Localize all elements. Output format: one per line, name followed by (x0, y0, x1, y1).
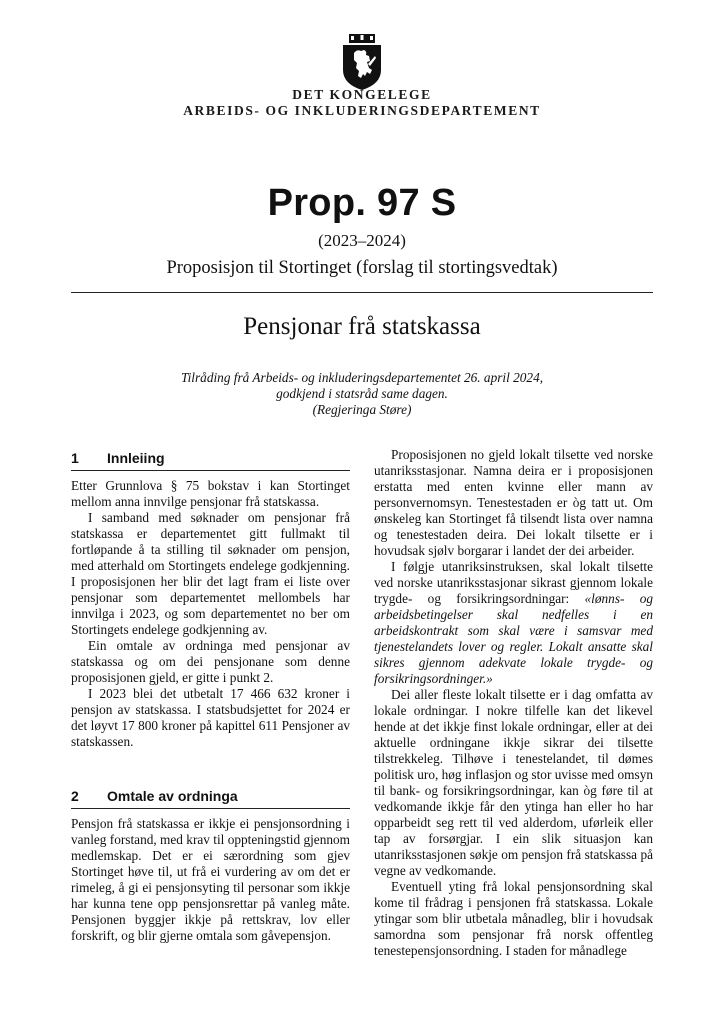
paragraph: Etter Grunnlova § 75 bokstav i kan Stortinget mellom anna innvilge pensjonar frå statskassa. (71, 478, 350, 509)
paragraph-with-quote (374, 559, 653, 687)
proposition-number: Prop. 97 S (267, 182, 457, 224)
paragraph: Pensjon frå statskassa er ikkje ei pensjonsordning i vanleg forstand, med krav til oppteningstid gjennom medlemskap. Det er ei særordning som gjev Stortinget høve til, ut frå ei vurdering av om det er rimeleg, å gi ei pensjonsyting til personar som ikkje har kunna tene opp pensjonsrettar på vanleg måte. Pensjonen byggjer ikkje på rettskrav, lov eller forskrift, og blir gjerne omtala som gåvepensjon. (71, 816, 350, 943)
paragraph-intro: I følgje utanriksinstruksen, skal lokalt tilsette ved norske utanriksstasjonar sikrast gjennom lokale trygde- og forsikringsordningar: (374, 559, 653, 606)
section-heading-2 (71, 788, 350, 809)
section-heading-1 (71, 450, 350, 471)
section-number: 1 (71, 450, 79, 466)
instruction-quote: «lønns- og arbeidsbetingelser skal nedfelles i en arbeidskontrakt som skal være i samsvar med tjenestelandets lover og regler. Lokalt ansatte skal sikres gjennom adekvate lokale trygde- og forsikringsordninger.» (374, 591, 653, 686)
department-name-line2: ARBEIDS- OG INKLUDERINGSDEPARTEMENT (183, 103, 541, 118)
paragraph: Dei aller fleste lokalt tilsette er i dag omfatta av lokale ordningar. I nokre tilfelle kan det likevel hende at det ikkje finst lokale ordningar, eller at dei aktuelle ordningane ikkje sikrar dei tilsette tilstrekkeleg. Tilhøve i tenestelandet, til dømes politisk uro, høg inflasjon og stor uvisse med omsyn til bank- og forsikringsordningar, kan òg føre til at vedkomande ikkje får den ytinga han eller ho har opparbeidt seg rett til ved alderdom, uførleik eller tap av forsørgjar. I ein slik situasjon kan utanriksstasjonen søkje om pensjon frå statskassa på vegne av vedkomande. (374, 687, 653, 878)
session-period: (2023–2024) (318, 231, 406, 250)
proposition-type: Proposisjon til Stortinget (forslag til stortingsvedtak) (166, 258, 558, 278)
right-column (374, 447, 653, 959)
recommendation-line1: Tilråding frå Arbeids- og inkluderingsdepartementet 26. april 2024, (180, 370, 544, 385)
recommendation-block (0, 370, 724, 418)
norwegian-coat-of-arms-icon (337, 34, 387, 90)
paragraph: I 2023 blei det utbetalt 17 466 632 kroner i pensjon av statskassa. I statsbudsjettet for 2024 er det løyvt 17 800 kroner på kapittel 611 Pensjoner av statskassen. (71, 686, 350, 749)
paragraph: Eventuell yting frå lokal pensjonsordning skal kome til frådrag i pensjonen frå statskassa. Lokale ytingar som blir utbetala månadleg, blir i hovudsak samordna som pensjonar frå norsk offentleg tenestepensjonsordning. I staden for månadlege (374, 879, 653, 958)
section-title: Innleiing (107, 450, 165, 466)
document-title: Pensjonar frå statskassa (243, 313, 481, 340)
recommendation-line2: godkjend i statsråd same dagen. (276, 386, 448, 401)
paragraph: I samband med søknader om pensjonar frå statskassa er departementet gitt fullmakt til fortløpande å ta stilling til søknader om pensjon, med atterhald om Stortingets endelege godkjenning. I proposisjonen her blir det lagt fram ei liste over pensjonar som departementet mellombels har innvilga i 2023, og som departementet no ber om Stortingets endelege godkjenning av. (71, 510, 350, 637)
section-title: Omtale av ordninga (107, 788, 238, 804)
divider-rule (71, 292, 653, 293)
paragraph: Ein omtale av ordninga med pensjonar av statskassa og om dei pensjonane som denne proposisjonen gjeld, er gitte i punkt 2. (71, 638, 350, 685)
left-column (71, 450, 350, 944)
recommendation-line3: (Regjeringa Støre) (312, 402, 412, 417)
department-name-line1: DET KONGELEGE (292, 87, 432, 102)
section-number: 2 (71, 788, 79, 804)
paragraph: Proposisjonen no gjeld lokalt tilsette ved norske utanriksstasjonar. Namna deira er i proposisjonen erstatta med enten kvinne eller mann av personvernomsyn. Tenestestaden er òg tatt ut. Om ønskeleg kan Stortinget få tilsendt lista over namna og tenestestaden deira. Dei lokalt tilsette er i hovudsak sjølv borgarar i landet der dei arbeider. (374, 447, 653, 558)
